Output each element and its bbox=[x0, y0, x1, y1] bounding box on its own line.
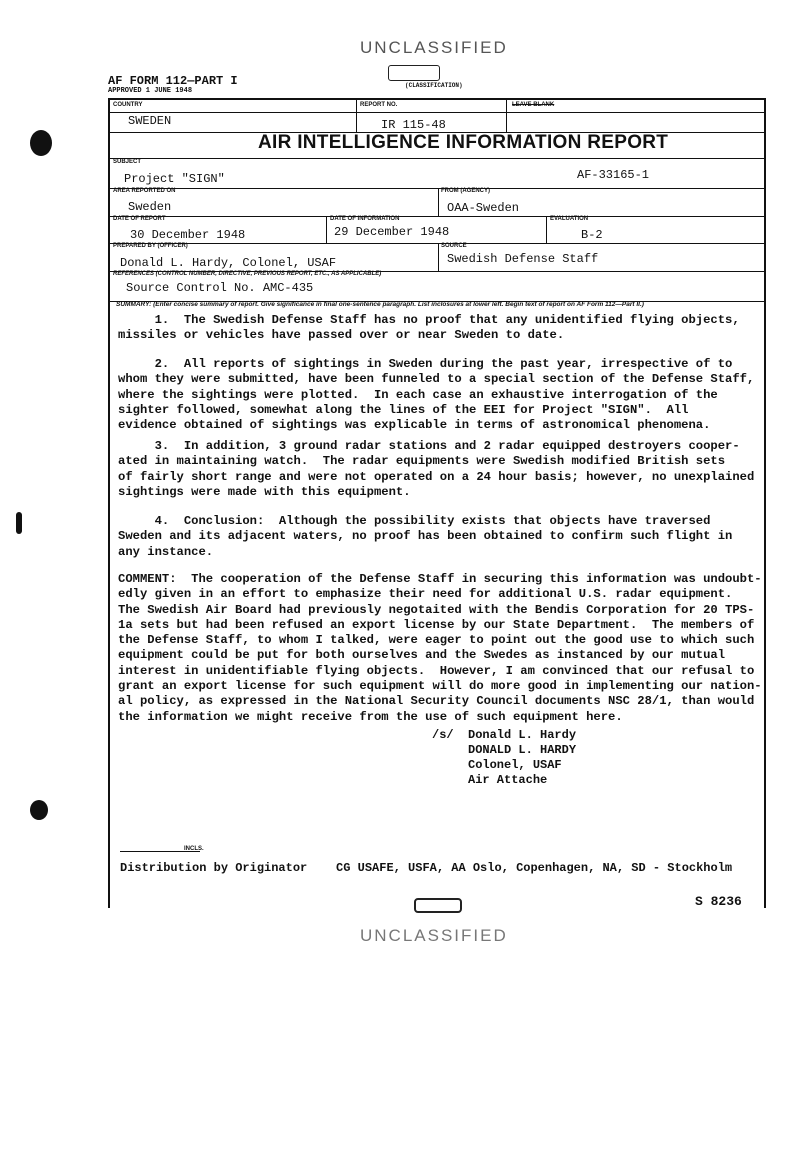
date-of-info-value: 29 December 1948 bbox=[334, 225, 450, 239]
country-label: COUNTRY bbox=[113, 102, 143, 108]
evaluation-label: EVALUATION bbox=[550, 216, 589, 222]
classification-stamp-top: UNCLASSIFIED bbox=[360, 38, 508, 57]
form-number: AF FORM 112—PART I bbox=[108, 74, 238, 88]
area-label: AREA REPORTED ON bbox=[113, 188, 176, 194]
distribution-line: Distribution by Originator CG USAFE, USFA, AA Oslo, Copenhagen, NA, SD - Stockholm bbox=[120, 861, 733, 875]
date-of-report-value: 30 December 1948 bbox=[130, 228, 246, 242]
leave-blank-label: LEAVE BLANK bbox=[512, 102, 555, 108]
source-label: SOURCE bbox=[441, 243, 467, 249]
paragraph-4: 4. Conclusion: Although the possibility exists that objects have traversed Sweden and its adjacent waters, no proof has been obtained to confirm such flight in any instance. bbox=[118, 514, 733, 559]
paragraph-2: 2. All reports of sightings in Sweden during the past year, irrespective of to whom they were submitted, have been funneled to a special section of the Defense Staff, where the sightings were plotted. In each case an exhaustive interrogation of the sighter followed, somewhat along the lines of the EEI for Project "SIGN". All evidence obtained of sightings was explicable in terms of astronomical phenomena. bbox=[118, 357, 755, 433]
source-value: Swedish Defense Staff bbox=[447, 252, 599, 266]
classification-stamp-bottom: UNCLASSIFIED bbox=[360, 926, 508, 945]
paragraph-1: 1. The Swedish Defense Staff has no proof that any unidentified flying objects, missiles or vehicles have passed over or near Sweden to date. bbox=[118, 313, 740, 343]
page-number: S 8236 bbox=[695, 894, 742, 909]
report-title: AIR INTELLIGENCE INFORMATION REPORT bbox=[258, 132, 669, 153]
date-of-report-label: DATE OF REPORT bbox=[113, 216, 166, 222]
signature-block: /s/ Donald L. Hardy DONALD L. HARDY Colonel, USAF Air Attache bbox=[432, 728, 577, 787]
area-value: Sweden bbox=[128, 200, 172, 214]
punch-hole-top bbox=[30, 130, 52, 156]
subject-label: SUBJECT bbox=[113, 159, 142, 165]
form-approved-date: APPROVED 1 JUNE 1948 bbox=[108, 87, 193, 95]
punch-hole-middle bbox=[16, 512, 22, 534]
classification-box bbox=[388, 65, 440, 81]
references-value: Source Control No. AMC-435 bbox=[126, 281, 314, 295]
references-label: REFERENCES (CONTROL NUMBER, DIRECTIVE, PREVIOUS REPORT, ETC., AS APPLICABLE) bbox=[113, 271, 382, 277]
inclosures-label: INCLS. bbox=[184, 846, 204, 852]
prepared-by-label: PREPARED BY (OFFICER) bbox=[113, 243, 188, 249]
subject-value: Project "SIGN" bbox=[124, 172, 225, 186]
summary-label: SUMMARY: (Enter concise summary of report. Give significance in final one-sentence paragraph. List inclosures at lower left. Begin text of report on AF Form 112—Part II.) bbox=[116, 301, 644, 308]
evaluation-value: B-2 bbox=[581, 228, 603, 242]
report-no-value: IR 115-48 bbox=[381, 118, 446, 132]
punch-hole-bottom bbox=[30, 800, 48, 820]
paragraph-3: 3. In addition, 3 ground radar stations and 2 radar equipped destroyers cooper- ated in maintaining watch. The radar equipments were Swedish modified British sets of fairly short range and were not operated on a 24 hour basis; however, no unexplained sightings were made with this equipment. bbox=[118, 439, 755, 499]
comment-paragraph: COMMENT: The cooperation of the Defense Staff in securing this information was undoubt- edly given in an effort to emphasize their need for additional U.S. radar equipment. The Swedish Air Board had previously negotaited with the Bendis Corporation for 20 TPS- 1a sets but had been refused an export license by our State Department. The members of the Defense Staff, to whom I talked, were eager to point out the good use to which such equipment could be put for both ourselves and the Swedes as instanced by our mutual interest in unidentifiable flying objects. However, I am convinced that our refusal to grant an export license for such equipment will do more good in implementing our nation- al policy, as expressed in the National Security Council documents NSC 28/1, than would the information we might receive from the use of such equipment here. bbox=[118, 572, 762, 724]
file-number: AF-33165-1 bbox=[577, 168, 650, 182]
from-value: OAA-Sweden bbox=[447, 201, 520, 215]
date-of-info-label: DATE OF INFORMATION bbox=[330, 216, 400, 222]
from-label: FROM (AGENCY) bbox=[441, 188, 490, 194]
classification-label: (CLASSIFICATION) bbox=[405, 82, 463, 89]
country-value: SWEDEN bbox=[128, 114, 172, 128]
bottom-classification-box bbox=[414, 898, 462, 913]
report-no-label: REPORT NO. bbox=[360, 102, 398, 108]
prepared-by-value: Donald L. Hardy, Colonel, USAF bbox=[120, 256, 337, 270]
